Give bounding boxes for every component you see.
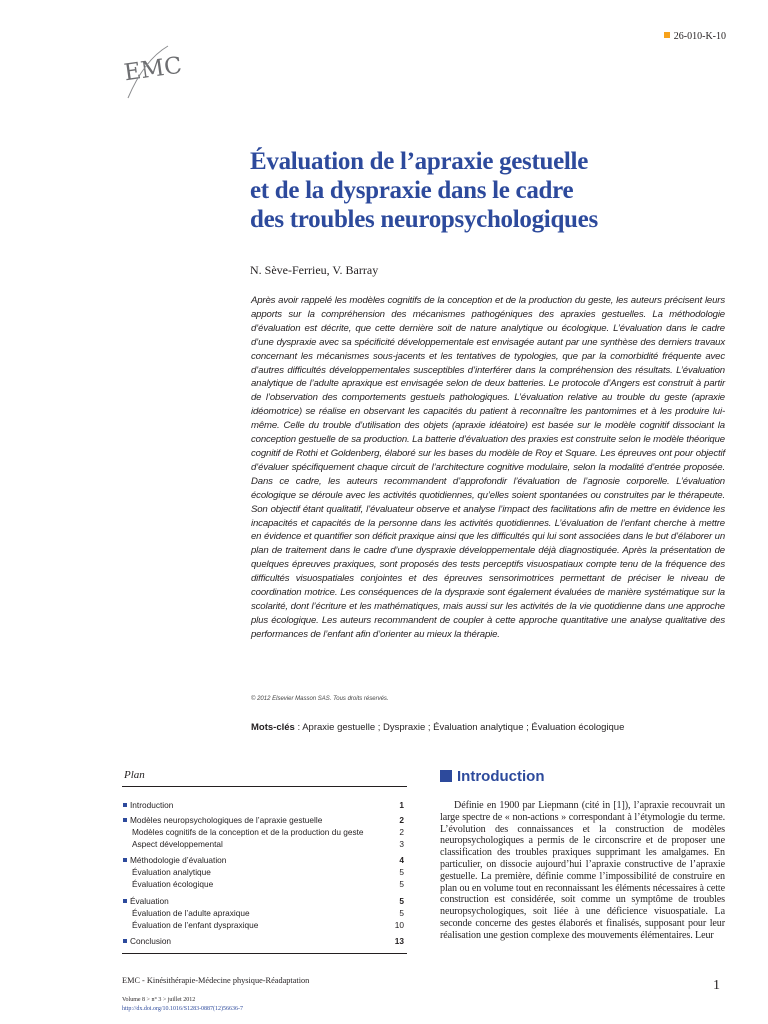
plan-row-label: Méthodologie d’évaluation [130, 855, 227, 865]
plan-row-label: Aspect développemental [132, 839, 223, 849]
reference-marker-icon [664, 32, 670, 38]
plan-row[interactable] [122, 879, 407, 889]
plan-row-page: 2 [399, 815, 404, 825]
plan-row[interactable] [122, 815, 407, 825]
plan-row-page: 5 [399, 908, 404, 918]
plan-row[interactable] [122, 827, 407, 837]
introduction-heading [440, 768, 544, 785]
plan-row[interactable] [122, 936, 407, 946]
article-reference [664, 31, 726, 42]
title-line: et de la dyspraxie dans le cadre [250, 177, 574, 204]
plan-row[interactable] [122, 800, 407, 810]
plan-row-label: Modèles neuropsychologiques de l’apraxie gestuelle [130, 815, 323, 825]
plan-row-label: Introduction [130, 800, 174, 810]
emc-logo [122, 40, 184, 102]
plan-row-page: 1 [399, 800, 404, 810]
abstract: Après avoir rappelé les modèles cognitifs de la conception et de la production du geste, les auteurs précisent leurs apports sur la compréhension des mécanismes pathogéniques des apraxies gestuelles. La méthodologie d’évaluation est décrite, que cette dernière soit de nature analytique ou écologique. L’évaluation dans le cadre d’une dyspraxie avec sa spécificité développementale est envisagée autant par une synthèse des derniers travaux concernant les mécanismes sous-jacents et les tentatives de typologies, que par la comorbidité fréquente avec d’autres difficultés développementales susceptibles d’interférer dans la compréhension des résultats. L’évaluation analytique de l’adulte apraxique est envisagée selon de deux batteries. Le protocole d’Angers est construit à partir de l’observation des comportements gestuels pathologiques. L’évaluation relative au trouble du geste (apraxie idéomotrice) se réalise en observant les capacités du patient à reconnaître les pantomimes et à les produire lui-même. Celle du trouble d’utilisation des objets (apraxie idéatoire) est basée sur le modèle cognitif dissociant la conception gestuelle de sa production. La batterie d’évaluation des praxies est construite selon le modèle théorique cognitif de Rothi et Goldenberg, élaboré sur les bases du modèle de Roy et Square. Les épreuves ont pour objectif d’évaluer spécifiquement chaque circuit de l’architecture cognitive modulaire, selon la modalité d’entrée proposée. Dans ce cadre, les auteurs recommandent d’approfondir l’évaluation de l’agnosie corporelle. L’évaluation écologique se déroule avec les activités quotidiennes, qu’elles soient spontanées ou construites par le thérapeute. Son objectif étant qualitatif, l’évaluateur observe et analyse l’impact des facilitations afin de mettre en évidence les incapacités et capacités de la personne dans les activités quotidiennes. L’évaluation de l’enfant cherche à mettre en évidence et quantifier son déficit praxique ainsi que les difficultés qui lui sont associées dans le but d’élaborer un plan de traitement dans le cadre d’une dyspraxie développementale déjà diagnostiquée. Après la présentation de quelques épreuves praxiques, sont proposés des tests perceptifs visuospatiaux compte tenu de la fréquence des difficultés visuospatiales conjointes et des épreuves sensorimotrices permettant de préciser le niveau de coordination motrice. Les conséquences de la dyspraxie sont également évaluées de manière systématique sur la scolarité, dont l’écriture et les mathématiques, mais aussi sur les activités de la vie quotidienne dans une approche plus écologique. Les auteurs recommandent de coupler à cette approche quantitative une analyse qualitative des performances de l’enfant afin d’orienter au mieux la thérapie. [251, 295, 725, 640]
bullet-icon [123, 899, 127, 903]
plan-row-page: 3 [399, 839, 404, 849]
title-line: Évaluation de l’apraxie gestuelle [250, 148, 589, 175]
section-marker-icon [440, 770, 452, 782]
bullet-icon [123, 818, 127, 822]
plan-row[interactable] [122, 855, 407, 865]
emc-logo-graphic [122, 40, 184, 102]
introduction-heading-text: Introduction [457, 768, 545, 785]
keywords [251, 722, 624, 733]
keywords-text: : Apraxie gestuelle ; Dyspraxie ; Évaluation analytique ; Évaluation écologique [294, 722, 625, 733]
introduction-text: Définie en 1900 par Liepmann (cité in [1]), l’apraxie recouvrait un large spectre de « non-actions » correspondant à l’étymologie du terme. L’évolution des connaissances et la construction de modèles neuropsychologiques a permis de le circonscrire et de proposer une classification des troubles praxiques supprimant les amalgames. En particulier, on dissocie aujourd’hui l’apraxie constructive de l’apraxie gestuelle. La première, définie comme l’impossibilité de construire en plan ou en volume tout en reconnaissant les éléments nécessaires à cette construction est considérée, soit comme un symptôme de troubles neuropsychologiques, soit liée à une déficience visuospatiale. La seconde concerne des gestes élaborés et finalisés, supposant pour leur réalisation une gestion complexe des mouvements élémentaires. Leur [440, 800, 725, 941]
authors: N. Sève-Ferrieu, V. Barray [250, 263, 379, 277]
plan-row-page: 2 [399, 827, 404, 837]
keywords-label: Mots-clés [251, 722, 295, 733]
logo-text: EMC [122, 52, 184, 87]
bullet-icon [123, 803, 127, 807]
plan-row-label: Évaluation de l’adulte apraxique [132, 908, 250, 918]
article-title [250, 147, 720, 234]
plan-row-page: 5 [399, 867, 404, 877]
title-line: des troubles neuropsychologiques [250, 206, 598, 233]
bullet-icon [123, 939, 127, 943]
plan-row[interactable] [122, 867, 407, 877]
plan-row-label: Évaluation écologique [132, 879, 214, 889]
journal-name: EMC - Kinésithérapie-Médecine physique-Réadaptation [122, 976, 310, 985]
plan-row[interactable] [122, 920, 407, 930]
plan-row[interactable] [122, 896, 407, 906]
plan-row-label: Évaluation de l’enfant dyspraxique [132, 920, 259, 930]
plan-row-label: Évaluation [130, 896, 169, 906]
plan-row-label: Conclusion [130, 936, 172, 946]
plan-row[interactable] [122, 908, 407, 918]
bullet-icon [123, 858, 127, 862]
doi-link[interactable]: http://dx.doi.org/10.1016/S1283-0887(12)56636-7 [122, 1006, 244, 1012]
plan-label: Plan [124, 769, 145, 781]
page-number: 1 [713, 978, 720, 993]
copyright: © 2012 Elsevier Masson SAS. Tous droits réservés. [251, 696, 389, 702]
plan-row-page: 10 [394, 920, 404, 930]
plan-row-page: 13 [394, 936, 404, 946]
reference-code: 26-010-K-10 [673, 31, 726, 42]
plan-table [122, 786, 407, 954]
plan-row-page: 5 [399, 879, 404, 889]
plan-row[interactable] [122, 839, 407, 849]
plan-row-label: Modèles cognitifs de la conception et de la production du geste [132, 827, 364, 837]
plan-row-page: 5 [399, 896, 404, 906]
plan-row-label: Évaluation analytique [132, 867, 211, 877]
plan-row-page: 4 [399, 855, 404, 865]
volume-info: Volume 8 > n° 3 > juillet 2012 [122, 997, 196, 1003]
